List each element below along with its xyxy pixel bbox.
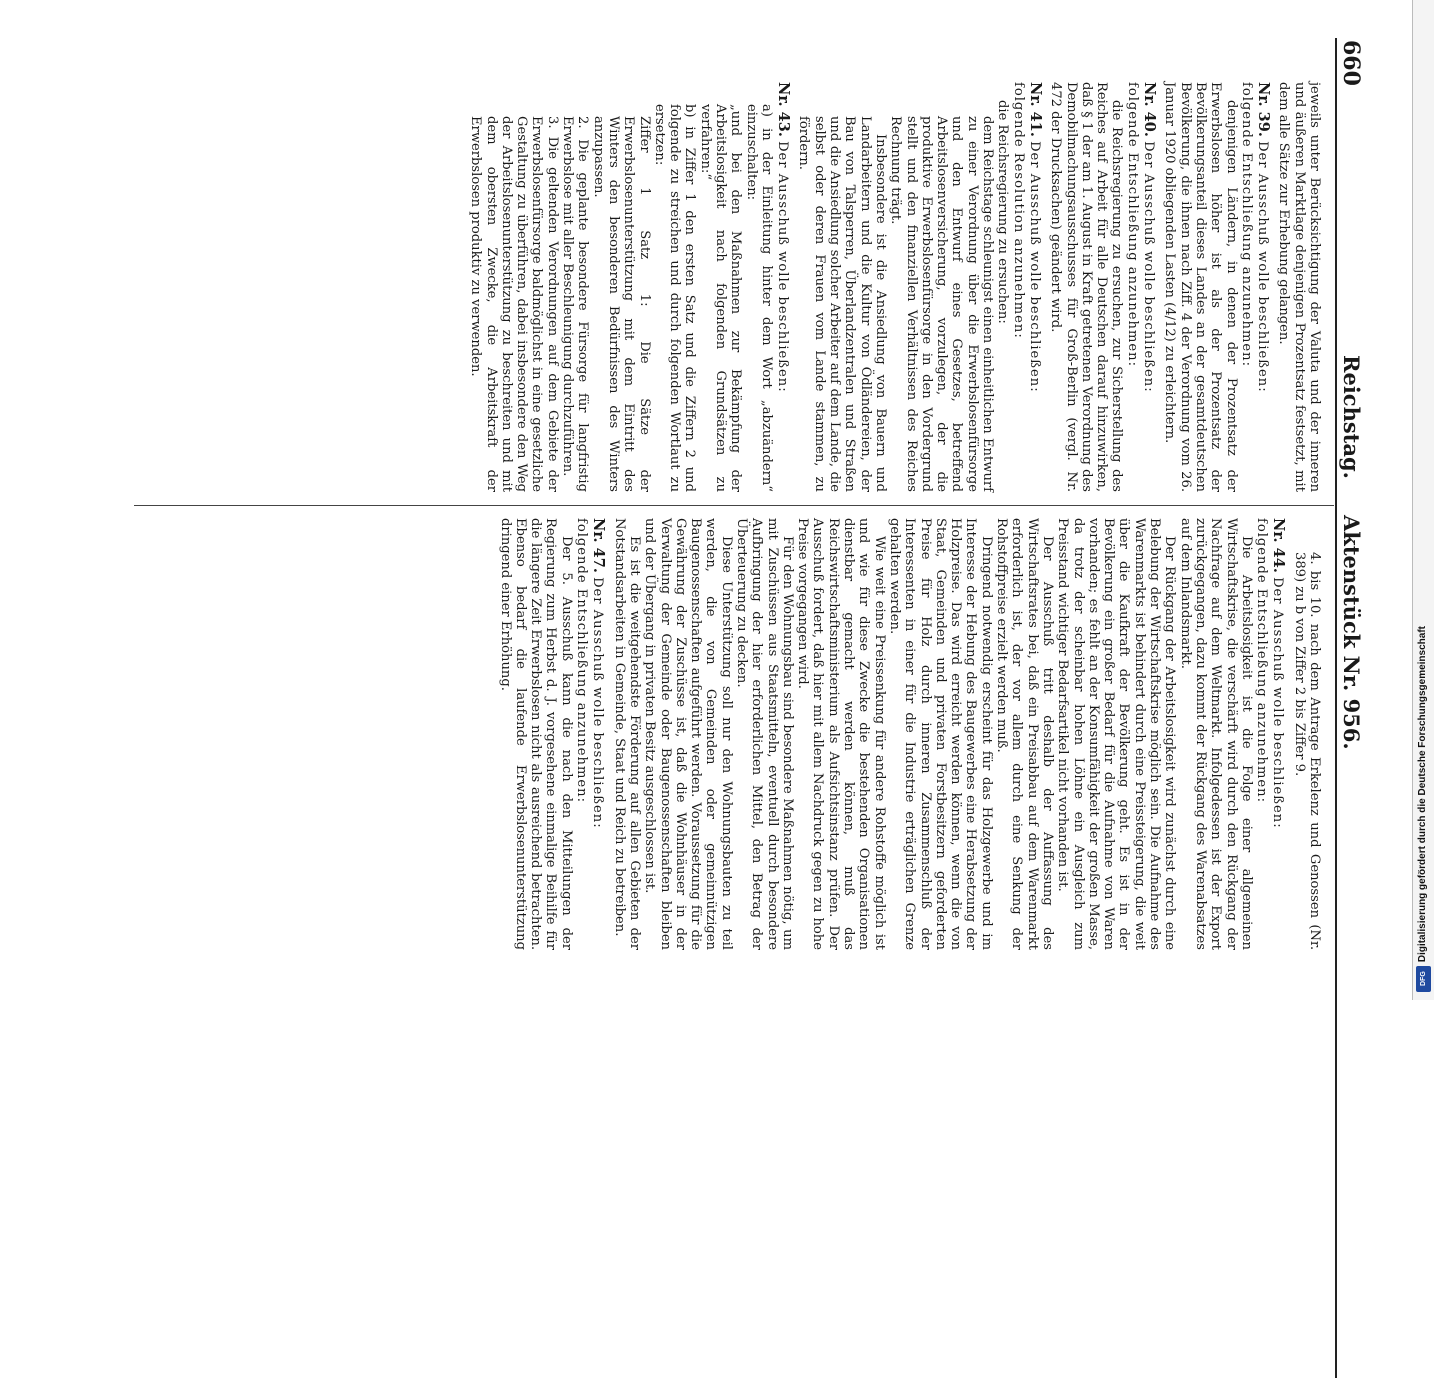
nr43-number: Nr. 43. bbox=[775, 82, 793, 137]
page-number: 660 bbox=[1338, 40, 1364, 86]
dfg-logo-icon: DFG bbox=[1416, 966, 1431, 992]
nr47-heading-text: Der Ausschuß wolle beschließen: bbox=[590, 577, 606, 829]
nr43-heading bbox=[775, 82, 791, 492]
nr41-intro: die Reichsregierung zu ersuchen: bbox=[995, 100, 1011, 324]
nr43-point3: 3. Die geltenden Verordnungen auf dem Gebiete der Erwerbslosenfürsorge baldmöglichst in eine gesetzliche Gestaltung zu überführen, dabei insbesondere den Weg der Arbeitslosenunterstützung zu beschreiten und mit dem obersten Zwecke, die Arbeitskraft der Erwerbslosen produktiv zu verwenden. bbox=[468, 116, 560, 492]
nr43-quote: „und bei den Maßnahmen zur Bekämpfung der Arbeitslosigkeit nach folgenden Grundsätzen zu verfahren:“ bbox=[697, 104, 744, 492]
nr47-number: Nr. 47. bbox=[590, 518, 608, 573]
nr39-lead: folgende Entschließung anzunehmen: bbox=[1238, 82, 1254, 367]
nr44-paragraph: Wie weit eine Preissenkung für andere Rohstoffe möglich ist und wie für diese Zwecke die bestehenden Organisationen dienstbar gemacht werden können, muß das Reichswirtschaftsministerium als Aufsichtsinstanz prüfen. Der Ausschuß fordert, daß hier mit allem Nachdruck gegen zu hohe Preise vorgegangen wird. bbox=[795, 518, 887, 950]
intro-paragraph: jeweils unter Berücksichtigung der Valuta und der inneren und äußeren Marktlage denjenigen Prozentsatz festsetzt, mit dem alle Sätze zur Erhebung gelangen. bbox=[1276, 82, 1322, 492]
nr41-heading-text: Der Ausschuß wolle beschließen: bbox=[1026, 141, 1042, 393]
nr41-para2: Insbesondere ist die Ansiedlung von Bauern und Landarbeitern und die Kultur von Ödländereien, der Bau von Talsperren, Überlandzentralen und Straßen und die Ansiedlung solcher Arbeiter auf dem Lande, die selbst oder deren Frauen vom Lande stammen, zu fördern. bbox=[796, 116, 888, 492]
nr44-paragraph: Die Arbeitslosigkeit ist die Folge einer allgemeinen Wirtschaftskrise, die verschärft wird durch den Rückgang der Nachfrage auf dem Weltmarkt. Infolgedessen ist der Export zurückgegangen, dazu kommt der Rückgang des Warenabsatzes auf dem Inlandsmarkt. bbox=[1177, 518, 1254, 950]
nr39-heading bbox=[1255, 82, 1271, 492]
nr44-paragraph: Der Rückgang der Arbeitslosigkeit wird zunächst durch eine Belebung der Wirtschaftskrise möglich sein. Die Aufnahme des Warenmarkts ist behindert durch eine Preissteigerung, die weit über die Kaufkraft der Bevölkerung geht. Es ist in der Bevölkerung ein großer Bedarf für die Aufnahme von Waren vorhanden; es fehlt an der Konsumfähigkeit der großen Masse, da trotz der scheinbar hohen Löhne ein Ausgleich zum Preisstand wichtiger Bedarfsartikel nicht vorhanden ist. bbox=[1055, 518, 1178, 950]
header-right-title: Aktenstück Nr. 956. bbox=[1339, 515, 1364, 750]
nr40-text: die Reichsregierung zu ersuchen, zur Sicherstellung des Reiches auf Arbeit für alle Deutschen darauf hinzuwirken, daß § 1 der am 1. August in Kraft getretenen Verordnung des Demobilmachungsausschusses für Groß-Berlin (vergl. Nr. 472 der Drucksachen) geändert wird. bbox=[1048, 82, 1125, 492]
nr44-paragraphs bbox=[611, 518, 1253, 950]
nr39-heading-text: Der Ausschuß wolle beschließen: bbox=[1255, 141, 1271, 393]
nr44-paragraph: Dringend notwendig erscheint für das Holzgewerbe und im Interesse der Hebung des Baugewerbes eine Herabsetzung der Holzpreise. Das wird erreicht werden können, wenn die von Staat, Gemeinden und privaten Forstbesitzern geforderten Preise für Holz durch inneren Zusammenschluß der Interessenten in einer für die Industrie erträglichen Grenze gehalten werden. bbox=[886, 518, 994, 950]
nr47-lead: folgende Entschließung anzunehmen: bbox=[574, 518, 590, 803]
left-column bbox=[468, 82, 1322, 492]
nr47-text: Der 5. Ausschuß kann die nach den Mitteilungen der Regierung zum Herbst d. J. vorgesehene einmalige Beihilfe für die längere Zeit Erwerbslosen nicht als ausreichend betrachten. Ebenso bedarf die laufende Erwerbslosenunterstützung dringend einer Erhöhung. bbox=[497, 518, 574, 950]
nr43-item-b: b) in Ziffer 1 den ersten Satz und die Ziffern 2 und folgende zu streichen und durch folgenden Wortlaut zu ersetzen: bbox=[651, 104, 698, 492]
nr44-number: Nr. 44. bbox=[1270, 518, 1288, 573]
nr44-paragraph: Es ist die weitgehendste Förderung auf allen Gebieten der Notstandsarbeiten in Gemeinde, Staat und Reich zu betreiben. bbox=[611, 518, 642, 950]
nr43-item-a: a) in der Einleitung hinter dem Wort „abzuändern“ einzuschalten: bbox=[743, 104, 774, 492]
right-column bbox=[497, 518, 1322, 950]
nr44-paragraph: Diese Unterstützung soll nur den Wohnungsbauten zu teil werden, die von Gemeinden oder gemeinnützigen Baugenossenschaften aufgeführt werden. Voraussetzung für die Gewährung der Zuschüsse ist, daß die Wohnhäuser in der Verwaltung der Gemeinde oder Baugenossenschaften bleiben und der Übergang in privaten Besitz ausgeschlossen ist. bbox=[642, 518, 734, 950]
nr39-text: denjenigen Ländern, in denen der Prozentsatz der Erwerbslosen höher ist als der Prozentsatz der Bevölkerungsanteil dieses Landes an der gesamtdeutschen Bevölkerung, die ihnen nach Ziff. 4 der Verordnung vom 26. Januar 1920 obliegenden Lasten (4/12) zu erleichtern. bbox=[1162, 82, 1239, 492]
nr40-number: Nr. 40. bbox=[1141, 82, 1159, 137]
nr41-heading bbox=[1027, 82, 1043, 492]
nr40-lead: folgende Entschließung anzunehmen: bbox=[1124, 82, 1140, 367]
nr44-heading bbox=[1270, 518, 1286, 950]
nr44-heading-text: Der Ausschuß wolle beschließen: bbox=[1270, 577, 1286, 829]
nr40-heading-text: Der Ausschuß wolle beschließen: bbox=[1141, 141, 1157, 393]
footer-text: Digitalisierung gefördert durch die Deutsche Forschungsgemeinschaft bbox=[1417, 625, 1428, 962]
nr41-lead: folgende Resolution anzunehmen: bbox=[1010, 82, 1026, 339]
nr44-paragraph: Der Ausschuß tritt deshalb der Auffassung des Wirtschaftsrates bei, daß ein Preisabbau auf dem Warenmarkt erforderlich ist, der vor allem durch eine Senkung der Rohstoffpreise erzielt werden muß. bbox=[994, 518, 1055, 950]
header-left-title: Reichstag. bbox=[1339, 355, 1364, 479]
nr41-para1: dem Reichstage schleunigst einen einheitlichen Entwurf zu einer Verordnung über die Erwerbslosenfürsorge und den Entwurf eines Gesetzes, betreffend Arbeitslosenversicherung, vorzulegen, der die produktive Erwerbslosenfürsorge in den Vordergrund stellt und den finanziellen Verhältnissen des Reiches Rechnung trägt. bbox=[888, 116, 996, 492]
column-divider bbox=[134, 505, 1334, 506]
intro-item: 4. bis 10. nach dem Antrage Erkelenz und Genossen (Nr. 389) zu b von Ziffer 2 bis Ziffer 9. bbox=[1291, 552, 1322, 950]
header-rule bbox=[1335, 38, 1337, 1378]
nr44-paragraph: Für den Wohnungsbau sind besondere Maßnahmen nötig, um mit Zuschüssen aus Staatsmitteln, eventuell durch besondere Aufbringung der hier erforderlichen Mittel, den Betrag der Überteuerung zu decken. bbox=[734, 518, 795, 950]
nr43-point2: 2. Die geplante besondere Fürsorge für langfristig Erwerbslose mit aller Beschleunigung durchzuführen. bbox=[560, 116, 591, 492]
nr43-heading-text: Der Ausschuß wolle beschließen: bbox=[775, 141, 791, 393]
nr40-heading bbox=[1141, 82, 1157, 492]
nr43-ziffer1: Ziffer 1 Satz 1: Die Sätze der Erwerbslosenunterstützung mit dem Eintritt des Winters den besonderen Bedürfnissen des Winters anzupassen. bbox=[590, 116, 652, 492]
digitization-footer bbox=[1412, 0, 1434, 1000]
nr41-number: Nr. 41. bbox=[1026, 82, 1044, 137]
nr47-heading bbox=[590, 518, 606, 950]
nr39-number: Nr. 39. bbox=[1255, 82, 1273, 137]
nr44-lead: folgende Entschließung anzunehmen: bbox=[1254, 518, 1270, 803]
